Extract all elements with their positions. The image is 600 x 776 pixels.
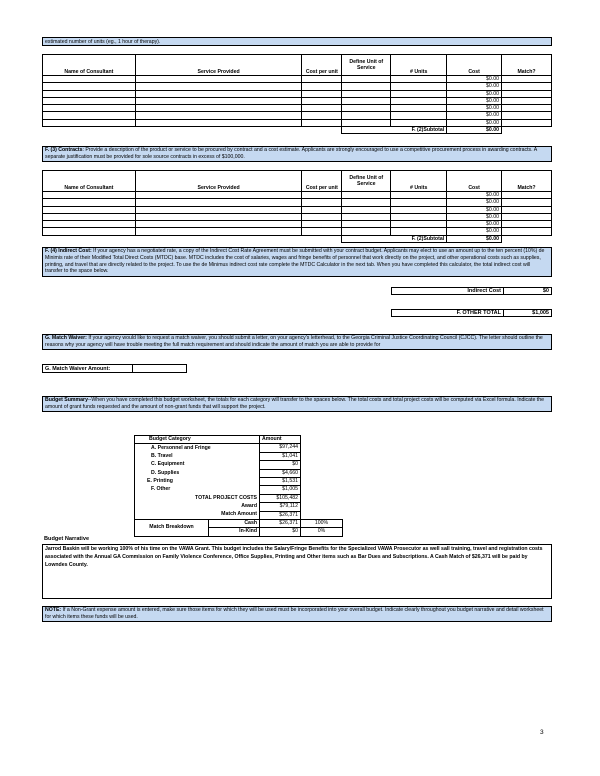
table-row — [43, 105, 552, 112]
subtotal-label: F. (2)Subtotal — [342, 127, 447, 134]
header-define-unit: Define Unit of Service — [342, 171, 391, 192]
row-cost: $0.00 — [447, 90, 502, 97]
match-breakdown-label: Match Breakdown — [135, 520, 209, 537]
table-row — [43, 97, 552, 104]
cash-label: Cash — [209, 520, 260, 528]
budget-row-label: C. Equipment — [135, 461, 260, 469]
table-row — [43, 112, 552, 119]
other-total-label: F. OTHER TOTAL — [391, 309, 504, 317]
indirect-cost-value: $0 — [503, 287, 552, 295]
row-cost: $0.00 — [447, 112, 502, 119]
budget-header-row — [135, 436, 343, 444]
page-number: 3 — [540, 729, 544, 736]
table-row — [43, 206, 552, 213]
subtotal-row — [43, 127, 552, 134]
budget-row — [135, 452, 343, 460]
budget-row-label: F. Other — [135, 486, 260, 494]
budget-row-amount: $97,244 — [260, 444, 301, 452]
indirect-cost-heading: F. (4) Indirect Cost: — [45, 248, 92, 254]
table-row — [43, 90, 552, 97]
subtotal-value: $0.00 — [447, 235, 502, 242]
budget-row-amount: $1,531 — [260, 478, 301, 486]
row-cost: $0.00 — [447, 105, 502, 112]
table-row — [43, 221, 552, 228]
budget-narrative-text[interactable]: Jarrod Baskin will be working 100% of his time on the VAWA Grant. This budget includes the Salary/Fringe Benefits for the Specialized VAWA Prosecutor as well sall training, travel and registration costs associated with the Annual GA Commission on Family Violence Conference, Office Supplies, Printing and Other items such as Bar Dues and Subscriptions. A Cash Match of $26,371 will be paid by Lowndes County. — [42, 544, 552, 599]
header-cost: Cost — [447, 171, 502, 192]
consultants-table — [42, 54, 552, 134]
intro-note-text: estimated number of units (eg., 1 hour of therapy). — [45, 39, 161, 45]
contracts-note — [42, 146, 552, 162]
total-project-costs-label: TOTAL PROJECT COSTS — [135, 494, 260, 502]
award-value: $79,112 — [260, 503, 301, 511]
table-row — [43, 83, 552, 90]
match-amount-value: $26,371 — [260, 511, 301, 519]
row-cost: $0.00 — [447, 83, 502, 90]
budget-row-label: B. Travel — [135, 452, 260, 460]
budget-summary-table — [134, 435, 343, 537]
budget-row-amount: $1,041 — [260, 452, 301, 460]
row-cost: $0.00 — [447, 199, 502, 206]
row-cost: $0.00 — [447, 228, 502, 235]
header-define-unit: Define Unit of Service — [342, 55, 391, 76]
inkind-label: In-Kind — [209, 528, 260, 536]
award-label: Award — [135, 503, 260, 511]
budget-row-amount: $0 — [260, 461, 301, 469]
table-row — [43, 213, 552, 220]
match-waiver-note — [42, 334, 552, 350]
budget-row — [135, 486, 343, 494]
budget-summary-heading: Budget Summary — [45, 397, 88, 403]
budget-summary-text: --When you have completed this budget worksheet, the totals for each category will transfer to the spaces below. The total costs and total project costs will be computed via Excel formula. Indicate the amount of grant funds requested and the amount of non-grant funds that will support the project. — [45, 397, 545, 410]
table-header-row — [43, 171, 552, 192]
cash-value: $26,371 — [260, 520, 301, 528]
header-match: Match? — [502, 171, 552, 192]
budget-amount-header: Amount — [260, 436, 301, 444]
budget-award-row — [135, 503, 343, 511]
budget-row-label: A. Personnel and Fringe — [135, 444, 260, 452]
table-row — [43, 119, 552, 126]
contracts-text: : Provide a description of the product or service to be procured by contract and a cost estimate. Applicants are strongly encouraged to use a competitive procurement process in awarding contracts. A separate justification must be provided for sole source contracts in excess of $100,000. — [45, 147, 537, 160]
table-row — [43, 199, 552, 206]
indirect-cost-note — [42, 247, 552, 277]
subtotal-row — [43, 235, 552, 242]
row-cost: $0.00 — [447, 206, 502, 213]
cash-percent: 100% — [301, 520, 343, 528]
table-row — [43, 192, 552, 199]
row-cost: $0.00 — [447, 213, 502, 220]
header-match: Match? — [502, 55, 552, 76]
match-waiver-amount-input[interactable] — [132, 364, 187, 373]
match-waiver-amount-label: G. Match Waiver Amount: — [42, 364, 133, 373]
header-units: # Units — [391, 171, 447, 192]
header-cost-per-unit: Cost per unit — [302, 55, 342, 76]
row-cost: $0.00 — [447, 76, 502, 83]
indirect-cost-label: Indirect Cost — [391, 287, 504, 295]
budget-row-label: D. Supplies — [135, 469, 260, 477]
budget-summary-note — [42, 396, 552, 412]
row-cost: $0.00 — [447, 192, 502, 199]
total-project-costs-value: $105,482 — [260, 494, 301, 502]
table-row — [43, 228, 552, 235]
header-cost-per-unit: Cost per unit — [302, 171, 342, 192]
match-amount-label: Match Amount — [135, 511, 260, 519]
header-cost: Cost — [447, 55, 502, 76]
budget-cash-row — [135, 520, 343, 528]
header-name: Name of Consultant — [43, 171, 136, 192]
inkind-percent: 0% — [301, 528, 343, 536]
subtotal-value: $0.00 — [447, 127, 502, 134]
row-cost: $0.00 — [447, 221, 502, 228]
final-note-heading: NOTE: — [45, 607, 62, 613]
header-service: Service Provided — [135, 55, 302, 76]
inkind-value: $0 — [260, 528, 301, 536]
other-total-value: $1,005 — [503, 309, 552, 317]
match-waiver-text: If your agency would like to request a match waiver, you should submit a letter, on your agency's letterhead, to the Georgia Criminal Justice Coordinating Council (CJCC). The letter should outline the reasons why your agency will have trouble meeting the full match requirement and should indicate the amount of match you are able to provide for — [45, 335, 543, 348]
contracts-table — [42, 170, 552, 243]
budget-row-amount: $4,660 — [260, 469, 301, 477]
budget-total-row — [135, 494, 343, 502]
table-header-row — [43, 55, 552, 76]
contracts-heading: F. (3) Contracts — [45, 147, 83, 153]
budget-row-label: E. Printing — [135, 478, 260, 486]
row-cost: $0.00 — [447, 97, 502, 104]
budget-row — [135, 444, 343, 452]
budget-match-row — [135, 511, 343, 519]
indirect-cost-text: If your agency has a negotiated rate, a copy of the Indirect Cost Rate Agreement must be submitted with your contract budget. Applicants may elect to use an amount up to the ten percent (10%) de Minimis rate of their Modified Total Direct Costs (MTDC) base. MTDC includes the cost of salaries, wages and fringe benefits of personnel that work directly on the project, and other operational costs such as supplies, printing, and travel that are directly related to the project. To use the de Minimus indirect cost rate complete the MTDC Calculator in the next tab. When you have completed this calculator, the total indirect cost will transfer to the space below. — [45, 248, 545, 275]
final-note-text: If a Non-Grant expense amount is entered, make sure those items for which they will be used must be incorporated into your overall budget. Indicate clearly throughout you budget narrative and detail worksheet for which items these funds will be used. — [45, 607, 544, 620]
table-row — [43, 76, 552, 83]
budget-row — [135, 461, 343, 469]
final-note — [42, 606, 552, 622]
row-cost: $0.00 — [447, 119, 502, 126]
budget-row — [135, 478, 343, 486]
budget-narrative-title: Budget Narrative — [44, 536, 90, 542]
budget-row — [135, 469, 343, 477]
budget-row-amount: $1,005 — [260, 486, 301, 494]
header-name: Name of Consultant — [43, 55, 136, 76]
match-waiver-heading: G. Match Waiver: — [45, 335, 87, 341]
subtotal-label: F. (2)Subtotal — [342, 235, 447, 242]
budget-category-header: Budget Category — [135, 436, 260, 444]
intro-note — [42, 37, 552, 46]
header-units: # Units — [391, 55, 447, 76]
header-service: Service Provided — [135, 171, 302, 192]
